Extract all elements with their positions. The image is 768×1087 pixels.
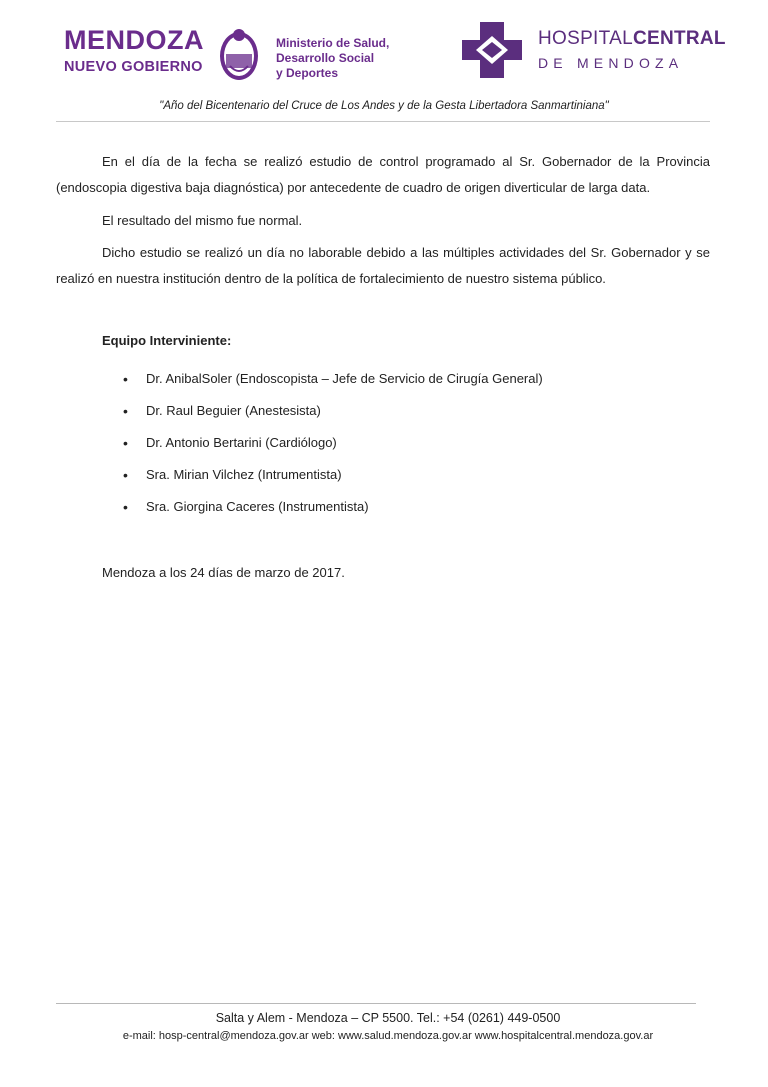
- header-motto: "Año del Bicentenario del Cruce de Los Andes y de la Gesta Libertadora Sanmartiniana": [159, 100, 609, 112]
- team-member: Dr. Antonio Bertarini (Cardiólogo): [146, 435, 337, 450]
- paragraph-1: [56, 149, 710, 201]
- footer-divider: [56, 1003, 696, 1004]
- ministry-line-1: Ministerio de Salud,: [276, 36, 390, 50]
- paragraph-2: El resultado del mismo fue normal.: [102, 213, 303, 228]
- hospital-name-line-2: DE MENDOZA: [538, 55, 684, 71]
- team-title: Equipo Interviniente:: [102, 333, 232, 348]
- hospital-name-line-1: [538, 28, 728, 50]
- bullet-icon: •: [123, 467, 128, 483]
- ministry-line-3: y Deportes: [276, 66, 339, 80]
- provincial-shield-icon: [216, 26, 262, 82]
- bullet-icon: •: [123, 371, 128, 387]
- list-item: [120, 494, 543, 526]
- bullet-icon: •: [123, 499, 128, 515]
- footer-address: Salta y Alem - Mendoza – CP 5500. Tel.: +54 (0261) 449-0500: [215, 1011, 561, 1025]
- team-member: Dr. AnibalSoler (Endoscopista – Jefe de Servicio de Cirugía General): [146, 371, 543, 386]
- paragraph-3-text: Dicho estudio se realizó un día no laborable debido a las múltiples actividades del Sr. Gobernador y se realizó en nuestra institución dentro de la política de fortalecimiento de nuestro sistema público.: [56, 245, 710, 286]
- hospital-name-regular: HOSPITAL: [538, 28, 633, 49]
- header-divider: [56, 121, 710, 122]
- bullet-icon: •: [123, 435, 128, 451]
- list-item: [120, 462, 543, 494]
- paragraph-3: [56, 240, 710, 292]
- team-member: Sra. Mirian Vilchez (Intrumentista): [146, 467, 342, 482]
- team-list: [120, 366, 543, 526]
- footer-contact: e-mail: hosp-central@mendoza.gov.ar web: www.salud.mendoza.gov.ar www.hospitalcentral.mendoza.gov.ar: [122, 1030, 654, 1042]
- hospital-cross-icon: [462, 22, 522, 78]
- hospital-name: [538, 28, 728, 72]
- hospital-name-bold: CENTRAL: [632, 28, 726, 49]
- paragraph-1-text: En el día de la fecha se realizó estudio de control programado al Sr. Gobernador de la Provincia (endoscopia digestiva baja diagnóstica) por antecedente de cuadro de origen diverticular de larga data.: [56, 154, 710, 195]
- signoff: Mendoza a los 24 días de marzo de 2017.: [102, 565, 345, 580]
- team-member: Sra. Giorgina Caceres (Instrumentista): [146, 499, 369, 514]
- government-logo: [64, 26, 214, 86]
- list-item: [120, 430, 543, 462]
- government-logo-title: MENDOZA: [64, 25, 204, 55]
- team-member: Dr. Raul Beguier (Anestesista): [146, 403, 321, 418]
- bullet-icon: •: [123, 403, 128, 419]
- government-logo-subtitle: NUEVO GOBIERNO: [64, 59, 203, 75]
- ministry-name: [276, 36, 406, 81]
- ministry-line-2: Desarrollo Social: [276, 51, 375, 65]
- list-item: [120, 366, 543, 398]
- list-item: [120, 398, 543, 430]
